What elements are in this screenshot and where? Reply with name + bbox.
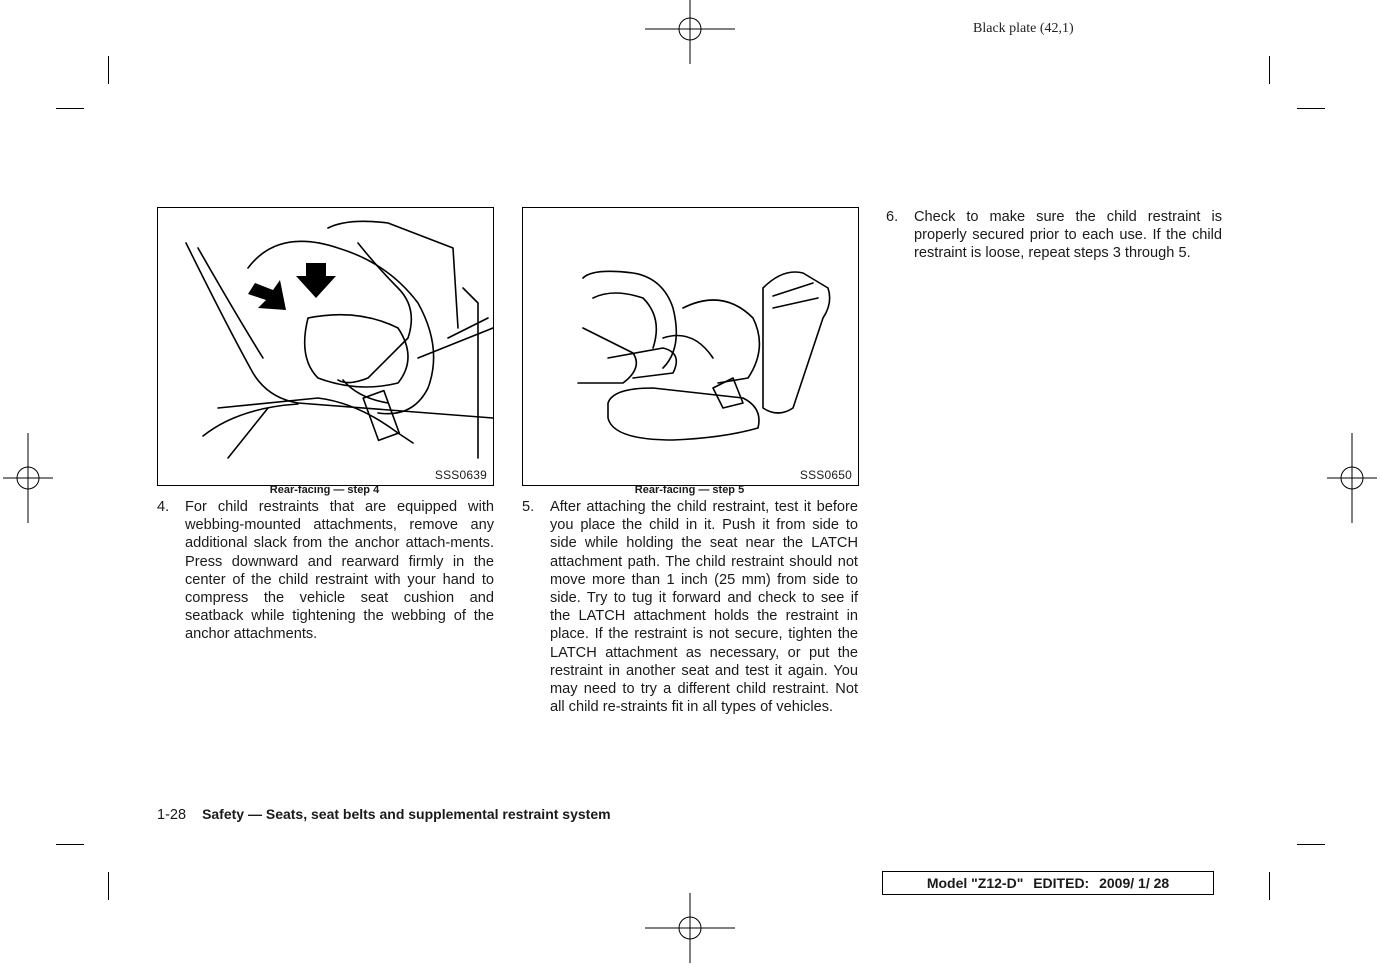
registration-mark-right [1307, 433, 1381, 523]
step-number: 5. [522, 499, 535, 515]
child-seat-compress-illustration [158, 208, 493, 485]
edited-label: EDITED: [1033, 875, 1090, 891]
registration-mark-top [645, 0, 735, 74]
registration-mark-bottom [645, 883, 735, 973]
figure-code: SSS0650 [799, 468, 852, 482]
page-footer [157, 806, 611, 823]
registration-mark-left [0, 433, 73, 523]
section-title: Safety — Seats, seat belts and supplemental restraint system [202, 806, 611, 822]
figure-caption: Rear-facing — step 4 [269, 484, 380, 496]
step-text: For child restraints that are equipped with webbing-mounted attachments, remove any additional slack from the anchor attach-ments. Press downward and rearward firmly in the center of the child restraint with your hand to compress the vehicle seat cushion and seatback while tightening the webbing of the anchor attachments. [185, 499, 494, 643]
figure-step-4 [157, 207, 494, 486]
figure-caption: Rear-facing — step 5 [634, 484, 745, 496]
step-4 [157, 498, 494, 644]
plate-label: Black plate (42,1) [973, 21, 1074, 36]
model-edit-box [882, 871, 1214, 895]
step-text: Check to make sure the child restraint is properly secured prior to each use. If the child restraint is loose, repeat steps 3 through 5. [914, 209, 1222, 262]
figure-step-5 [522, 207, 859, 486]
step-text: After attaching the child restraint, test it before you place the child in it. Push it from side to side while holding the seat near the LATCH attachment path. The child restraint should not move more than 1 inch (25 mm) from side to side. Try to tug it forward and check to see if the LATCH attachment holds the restraint in place. If the restraint is not secure, tighten the LATCH attachment as necessary, or put the restraint in another seat and test it again. You may need to try a different child restraint. Not all child re-straints fit in all types of vehicles. [550, 499, 858, 716]
step-6 [886, 208, 1222, 263]
edited-date: 2009/ 1/ 28 [1099, 875, 1170, 891]
model-code: "Z12-D" [971, 875, 1024, 891]
child-seat-test-illustration [523, 208, 858, 485]
page-number: 1-28 [157, 807, 187, 823]
step-5 [522, 498, 858, 716]
step-number: 6. [886, 209, 899, 225]
step-number: 4. [157, 499, 170, 515]
figure-code: SSS0639 [434, 468, 487, 482]
model-label: Model [926, 875, 968, 891]
